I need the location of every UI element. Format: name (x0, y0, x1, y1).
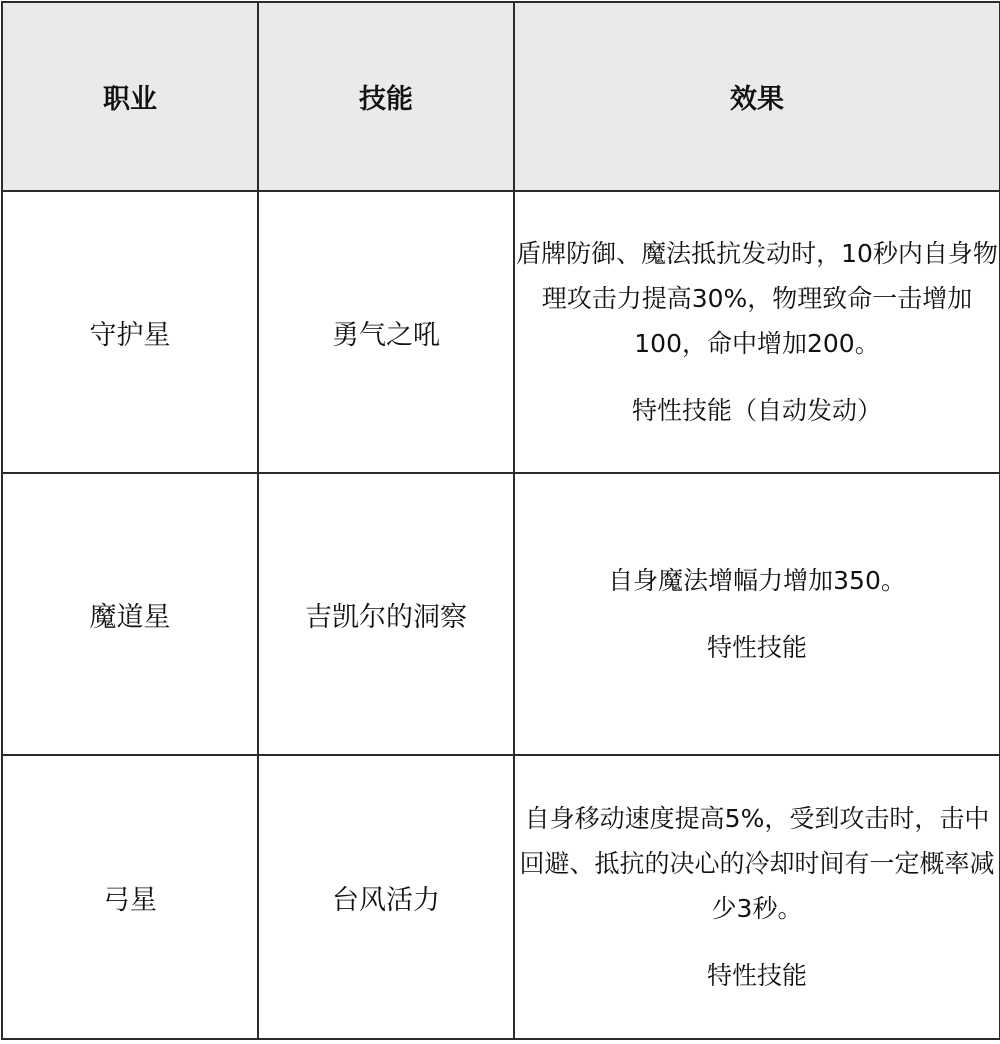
skill-table (1, 1, 1000, 1040)
table-header (2, 2, 1000, 191)
effect-note: 特性技能（自动发动） (631, 396, 882, 425)
header-effect: 效果 (514, 2, 1000, 191)
table-row (2, 191, 1000, 473)
skill-cell: 吉凯尔的洞察 (258, 473, 514, 755)
effect-note: 特性技能 (706, 961, 807, 990)
table-row (2, 755, 1000, 1039)
header-skill: 技能 (258, 2, 514, 191)
table-row (2, 473, 1000, 755)
class-cell: 魔道星 (2, 473, 258, 755)
effect-cell (514, 191, 1000, 473)
effect-text: 盾牌防御、魔法抵抗发动时，10秒内自身物理攻击力提高30%，物理致命一击增加100，命中增加200。 (516, 239, 998, 358)
skill-cell: 台风活力 (258, 755, 514, 1039)
effect-text: 自身移动速度提高5%，受到攻击时，击中回避、抵抗的决心的冷却时间有一定概率减少3秒。 (519, 804, 995, 923)
header-class: 职业 (2, 2, 258, 191)
skill-cell: 勇气之吼 (258, 191, 514, 473)
effect-note: 特性技能 (706, 633, 807, 662)
effect-text: 自身魔法增幅力增加350。 (608, 566, 906, 595)
class-cell: 弓星 (2, 755, 258, 1039)
effect-cell (514, 473, 1000, 755)
header-row (2, 2, 1000, 191)
class-cell: 守护星 (2, 191, 258, 473)
table-body (2, 191, 1000, 1039)
effect-cell (514, 755, 1000, 1039)
